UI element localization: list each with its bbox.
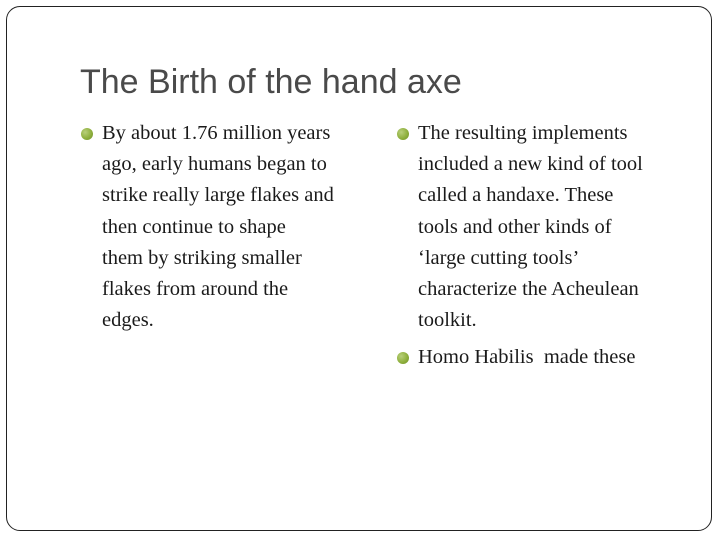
bullet-icon <box>81 128 93 140</box>
text-line: them by striking smaller <box>102 246 302 269</box>
text-line: Homo Habilis made these <box>418 346 636 369</box>
text-line: edges. <box>102 309 154 332</box>
text-line: then continue to shape <box>102 215 286 238</box>
bullet-icon <box>397 352 409 364</box>
text-line: ago, early humans began to <box>102 153 327 176</box>
bullet-text <box>418 118 696 336</box>
text-line: tools and other kinds of <box>418 215 612 238</box>
text-line: strike really large flakes and <box>102 184 334 207</box>
left-column <box>80 118 370 336</box>
text-line: The resulting implements <box>418 122 628 144</box>
text-line: characterize the Acheulean <box>418 278 639 301</box>
text-line: toolkit. <box>418 309 477 332</box>
text-line: flakes from around the <box>102 278 289 301</box>
bullet-text <box>418 342 696 373</box>
right-column <box>396 118 696 374</box>
text-line: called a handaxe. These <box>418 184 614 207</box>
text-line: By about 1.76 million years <box>102 122 331 144</box>
text-line: ‘large cutting tools’ <box>418 246 580 269</box>
bullet-item <box>396 342 696 373</box>
bullet-item <box>396 118 696 336</box>
text-line: included a new kind of tool <box>418 153 643 176</box>
bullet-icon <box>397 128 409 140</box>
slide-title: The Birth of the hand axe <box>80 63 462 101</box>
bullet-text <box>102 118 370 336</box>
bullet-item <box>80 118 370 336</box>
